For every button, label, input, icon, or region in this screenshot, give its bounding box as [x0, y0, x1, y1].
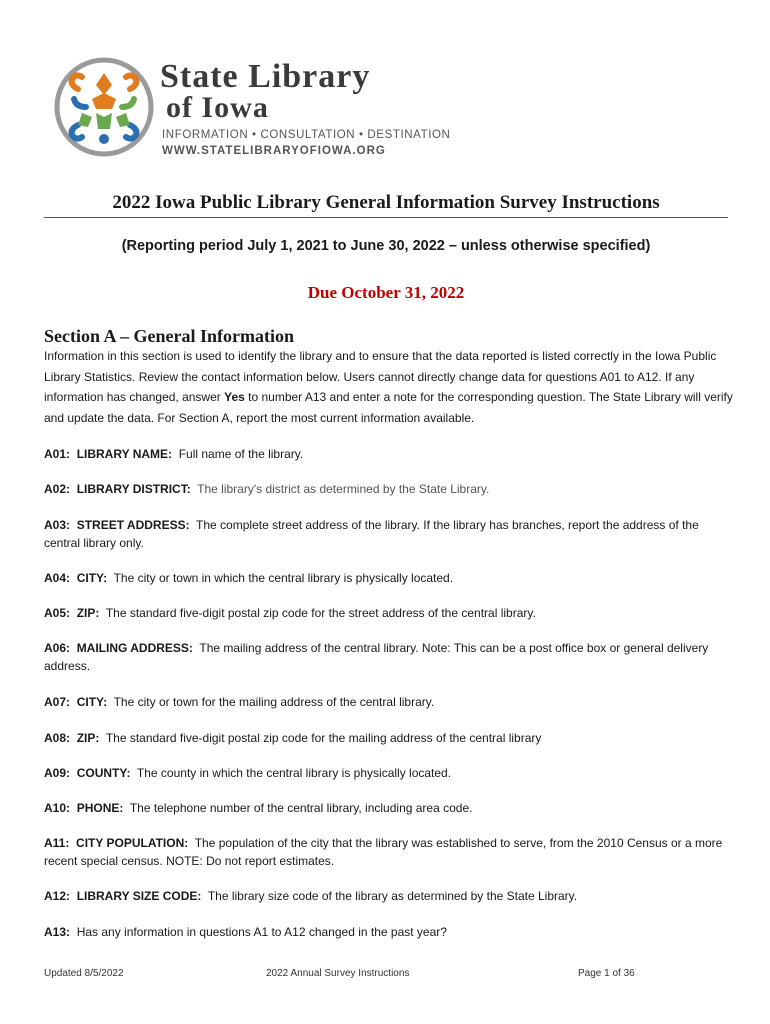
- item-code: A09:: [44, 766, 71, 780]
- item-a03: [44, 516, 734, 552]
- item-description: The city or town for the mailing address of the central library.: [113, 695, 435, 709]
- item-description: The library size code of the library as determined by the State Library.: [207, 889, 578, 903]
- item-description: The city or town in which the central library is physically located.: [113, 571, 454, 585]
- item-code: A07:: [44, 695, 71, 709]
- item-code: A08:: [44, 731, 71, 745]
- item-description: The standard five-digit postal zip code for the street address of the central library.: [105, 606, 536, 620]
- item-a04: [44, 569, 734, 587]
- item-label: CITY:: [76, 571, 108, 585]
- item-code: A10:: [44, 801, 71, 815]
- item-description: The population of the city that the library was established to serve, from the 2010 Census or a more recent special census. NOTE: Do not report estimates.: [44, 836, 723, 868]
- state-library-emblem-icon: [52, 55, 156, 159]
- item-a11: [44, 834, 734, 870]
- item-label: LIBRARY DISTRICT:: [76, 482, 191, 496]
- item-a09: [44, 764, 734, 782]
- item-a01: [44, 445, 734, 463]
- logo-title-line2: of Iowa: [166, 91, 269, 124]
- reporting-period: (Reporting period July 1, 2021 to June 30, 2022 – unless otherwise specified): [121, 238, 651, 254]
- item-description: The mailing address of the central library. Note: This can be a post office box or general delivery address.: [44, 641, 709, 673]
- item-code: A06:: [44, 641, 71, 655]
- item-code: A02:: [44, 482, 71, 496]
- item-code: A05:: [44, 606, 71, 620]
- item-description: The telephone number of the central library, including area code.: [129, 801, 473, 815]
- item-label: COUNTY:: [76, 766, 131, 780]
- item-label: ZIP:: [76, 606, 100, 620]
- logo-tagline: INFORMATION • CONSULTATION • DESTINATION: [162, 129, 451, 141]
- item-a06: [44, 639, 734, 675]
- item-code: A13:: [44, 925, 71, 939]
- item-a07: [44, 693, 734, 711]
- item-code: A03:: [44, 518, 71, 532]
- footer-updated: Updated 8/5/2022: [44, 968, 124, 979]
- item-a02: [44, 480, 734, 498]
- item-a10: [44, 799, 734, 817]
- item-description: The county in which the central library is physically located.: [136, 766, 452, 780]
- item-label: MAILING ADDRESS:: [76, 641, 193, 655]
- section-heading: Section A – General Information: [44, 326, 294, 346]
- item-description: Full name of the library.: [178, 447, 304, 461]
- item-code: A01:: [44, 447, 71, 461]
- document-title: 2022 Iowa Public Library General Information Survey Instructions: [112, 192, 660, 213]
- item-description: The complete street address of the library. If the library has branches, report the address of the central library only.: [44, 518, 699, 550]
- item-code: A12:: [44, 889, 71, 903]
- item-a05: [44, 604, 734, 622]
- footer-document-name: 2022 Annual Survey Instructions: [266, 968, 410, 979]
- item-description: Has any information in questions A1 to A12 changed in the past year?: [76, 925, 447, 939]
- item-description: The standard five-digit postal zip code for the mailing address of the central library: [105, 731, 542, 745]
- logo-title-line1: State Library: [160, 58, 371, 95]
- footer-page-number: Page 1 of 36: [578, 968, 635, 979]
- item-label: CITY POPULATION:: [76, 836, 189, 850]
- item-label: CITY:: [76, 695, 108, 709]
- item-description: The library's district as determined by the State Library.: [197, 482, 490, 496]
- item-label: PHONE:: [76, 801, 124, 815]
- item-a12: [44, 887, 734, 905]
- due-date: Due October 31, 2022: [307, 283, 465, 302]
- item-label: LIBRARY NAME:: [76, 447, 173, 461]
- item-label: STREET ADDRESS:: [76, 518, 190, 532]
- intro-text-2: to number A13 and enter a note for the corresponding question. The State Library will verify and update the data. For Section A, report the most current information available.: [44, 390, 733, 425]
- item-label: ZIP:: [76, 731, 100, 745]
- item-code: A11:: [44, 836, 70, 850]
- item-a13: [44, 923, 734, 941]
- item-code: A04:: [44, 571, 71, 585]
- title-divider: [44, 217, 728, 218]
- item-a08: [44, 729, 734, 747]
- intro-text-1: Information in this section is used to identify the library and to ensure that the data reported is listed correctly in the Iowa Public Library Statistics. Review the contact information below. Users cannot directly change data for questions A01 to A12. If any information has changed, answer: [44, 349, 717, 404]
- item-label: LIBRARY SIZE CODE:: [76, 889, 202, 903]
- intro-bold-yes: Yes: [224, 390, 245, 404]
- logo-url: WWW.STATELIBRARYOFIOWA.ORG: [162, 145, 386, 157]
- section-intro: [44, 346, 734, 428]
